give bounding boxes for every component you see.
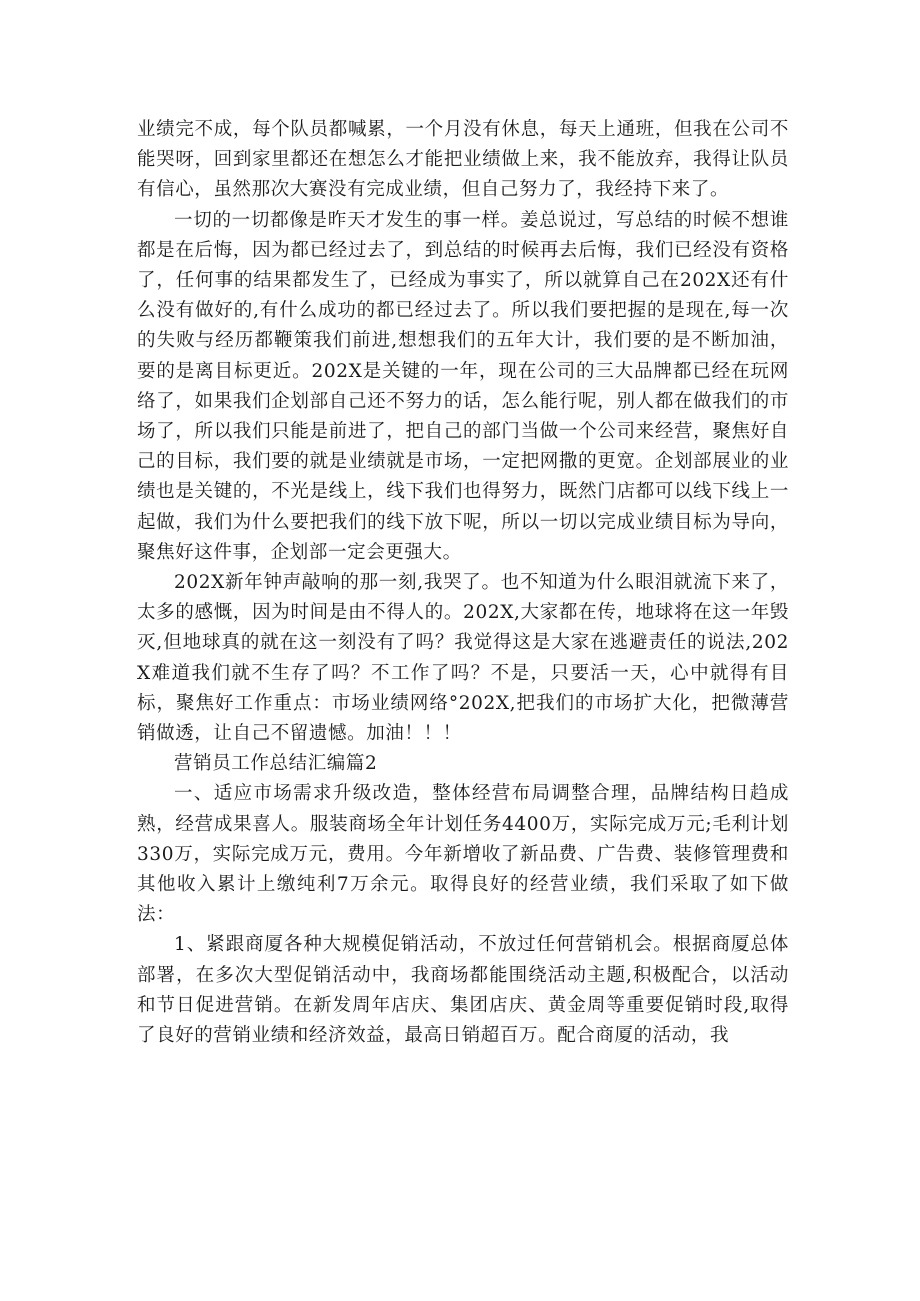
paragraph-promotion: 1、紧跟商厦各种大规模促销活动，不放过任何营销机会。根据商厦总体部署，在多次大型促销活动中，我商场都能围绕活动主题,积极配合，以活动和节日促进营销。在新发周年店庆、集团店庆、黄金周等重要促销时段,取得了良好的营销业绩和经济效益，最高日销超百万。配合商厦的活动，我 bbox=[137, 934, 789, 1047]
section-heading: 营销员工作总结汇编篇2 bbox=[174, 753, 378, 775]
document-body bbox=[137, 115, 789, 1051]
paragraph-market-adaptation: 一、适应市场需求升级改造，整体经营布局调整合理，品牌结构日趋成熟，经营成果喜人。服装商场全年计划任务4400万，实际完成万元;毛利计划330万，实际完成万元，费用。今年新增收了新品费、广告费、装修管理费和其他收入累计上缴纯利7万余元。取得良好的经营业绩，我们采取了如下做法： bbox=[137, 783, 789, 926]
paragraph-continuation: 业绩完不成，每个队员都喊累，一个月没有休息，每天上通班，但我在公司不能哭呀，回到家里都还在想怎么才能把业绩做上来，我不能放弃，我得让队员有信心，虽然那次大赛没有完成业绩，但自己努力了，我经持下来了。 bbox=[137, 119, 789, 201]
paragraph-reflection: 一切的一切都像是昨天才发生的事一样。姜总说过，写总结的时候不想谁都是在后悔，因为都已经过去了，到总结的时候再去后悔，我们已经没有资格了，任何事的结果都发生了，已经成为事实了，所以就算自己在202X还有什么没有做好的,有什么成功的都已经过去了。所以我们要把握的是现在,每一次的失败与经历都鞭策我们前进,想想我们的五年大计，我们要的是不断加油，要的是离目标更近。202X是关键的一年，现在公司的三大品牌都已经在玩网络了，如果我们企划部自己还不努力的话，怎么能行呢，别人都在做我们的市场了，所以我们只能是前进了，把自己的部门当做一个公司来经营，聚焦好自己的目标，我们要的就是业绩就是市场，一定把网撒的更宽。企划部展业的业绩也是关键的，不光是线上，线下我们也得努力，既然门店都可以线下线上一起做，我们为什么要把我们的线下放下呢，所以一切以完成业绩目标为导向，聚焦好这件事，企划部一定会更强大。 bbox=[137, 209, 789, 563]
paragraph-new-year: 202X新年钟声敲响的那一刻,我哭了。也不知道为什么眼泪就流下来了，太多的感慨，因为时间是由不得人的。202X,大家都在传，地球将在这一年毁灭,但地球真的就在这一刻没有了吗？我觉得这是大家在逃避责任的说法,202X难道我们就不生存了吗？不工作了吗？不是，只要活一天，心中就得有目标，聚焦好工作重点：市场业绩网络°202X,把我们的市场扩大化，把微薄营销做透，让自己不留遗憾。加油！！！ bbox=[137, 572, 789, 745]
